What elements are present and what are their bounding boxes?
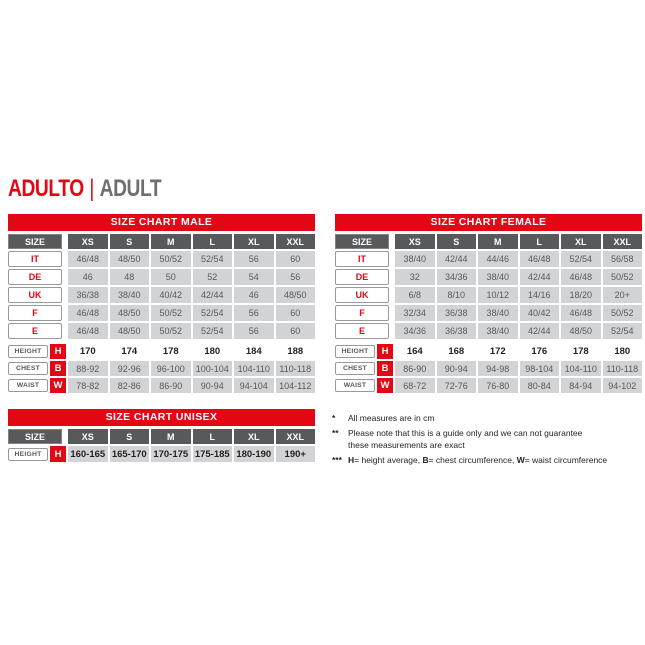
measure-value-cell: 86-90 <box>395 361 435 376</box>
size-value-cell: 52/54 <box>193 323 233 339</box>
size-value-cell: 14/16 <box>520 287 560 303</box>
measure-label: WAIST <box>335 379 375 392</box>
measure-label: WAIST <box>8 379 48 392</box>
size-value-cell: 36/38 <box>68 287 108 303</box>
footnote-segment: H <box>348 454 355 465</box>
size-value-cell: 46/48 <box>68 305 108 321</box>
size-value-cell: 32 <box>395 269 435 285</box>
footnote-segment: W <box>516 454 525 465</box>
footnote-segment: = waist circumference <box>524 454 608 465</box>
column-header-cell: M <box>151 429 191 444</box>
size-value-cell: 34/36 <box>437 269 477 285</box>
size-value-cell: 48/50 <box>276 287 316 303</box>
measurement-row <box>8 361 315 376</box>
measure-value-cell: 84-94 <box>561 378 601 393</box>
measure-value-cell: 180 <box>193 344 233 359</box>
column-header-cell: XL <box>234 234 274 249</box>
size-value-cell: 42/44 <box>520 269 560 285</box>
measure-value-cell: 170-175 <box>151 446 191 462</box>
size-value-cell: 56 <box>234 305 274 321</box>
footnote-marker: * <box>332 413 336 423</box>
size-chart-female-table <box>335 214 642 395</box>
country-label: IT <box>335 251 389 267</box>
measurement-row <box>8 344 315 359</box>
size-value-cell: 50/52 <box>151 323 191 339</box>
measure-value-cell: 178 <box>561 344 601 359</box>
column-header-cell: S <box>110 429 150 444</box>
size-value-cell: 54 <box>234 269 274 285</box>
country-label: F <box>8 305 62 321</box>
size-value-cell: 6/8 <box>395 287 435 303</box>
footnote-segment: these measurements are exact <box>348 440 465 450</box>
measure-letter-badge: W <box>50 378 66 393</box>
size-value-cell: 36/38 <box>437 305 477 321</box>
size-value-cell: 46/48 <box>520 251 560 267</box>
size-value-cell: 52 <box>193 269 233 285</box>
footnote-text <box>348 454 645 467</box>
measure-value-cell: 178 <box>151 344 191 359</box>
measure-value-cell: 175-185 <box>193 446 233 462</box>
measure-value-cell: 90-94 <box>437 361 477 376</box>
measure-letter-badge: B <box>50 361 66 376</box>
footnote-line <box>348 412 645 425</box>
column-header-cell: XS <box>395 234 435 249</box>
measure-letter-badge: H <box>50 344 66 359</box>
measure-value-cell: 172 <box>478 344 518 359</box>
size-value-cell: 56 <box>234 251 274 267</box>
measurement-row <box>8 446 315 462</box>
size-chart-unisex-table <box>8 409 315 464</box>
page-title-secondary: ADULT <box>99 175 162 202</box>
measure-value-cell: 90-94 <box>193 378 233 393</box>
size-value-cell: 48 <box>110 269 150 285</box>
size-value-cell: 36/38 <box>437 323 477 339</box>
country-label: IT <box>8 251 62 267</box>
table-title-bar: SIZE CHART MALE <box>8 214 315 231</box>
size-column-headers <box>68 429 315 444</box>
size-column-headers <box>68 234 315 249</box>
size-value-cell: 46/48 <box>561 269 601 285</box>
measure-label-group <box>8 446 66 462</box>
measure-letter-badge: H <box>50 446 66 462</box>
size-value-cell: 20+ <box>603 287 643 303</box>
column-header-cell: XXL <box>276 429 316 444</box>
measure-label: CHEST <box>335 362 375 375</box>
measure-letter-badge: B <box>377 361 393 376</box>
footnote-segment: = chest circumference, <box>428 454 517 465</box>
country-size-row <box>335 269 642 285</box>
measure-value-cell: 78-82 <box>68 378 108 393</box>
footnote <box>332 454 645 467</box>
column-header-cell: XXL <box>276 234 316 249</box>
footnote-text <box>348 412 645 425</box>
size-value-cell: 56 <box>276 269 316 285</box>
measurement-row <box>335 378 642 393</box>
size-value-cell: 50/52 <box>151 305 191 321</box>
size-value-cell: 8/10 <box>437 287 477 303</box>
table-header-row <box>8 234 315 249</box>
size-value-cell: 50/52 <box>603 305 643 321</box>
size-value-cell: 46/48 <box>561 305 601 321</box>
measure-value-cell: 160-165 <box>68 446 108 462</box>
footnote-line <box>348 427 645 440</box>
footnote-segment: Please note that this is a guide only and we can not guarantee <box>348 427 583 438</box>
column-header-cell: XL <box>234 429 274 444</box>
measure-value-cell: 174 <box>110 344 150 359</box>
size-value-cell: 42/44 <box>520 323 560 339</box>
measurement-row <box>8 378 315 393</box>
footnote-text <box>348 427 645 452</box>
measure-value-cell: 104-110 <box>234 361 274 376</box>
measure-value-cell: 110-118 <box>276 361 316 376</box>
measure-value-cell: 72-76 <box>437 378 477 393</box>
size-value-cell: 60 <box>276 323 316 339</box>
measure-label-group <box>335 378 393 393</box>
measure-value-cell: 82-86 <box>110 378 150 393</box>
measure-value-cell: 188 <box>276 344 316 359</box>
measure-value-cell: 100-104 <box>193 361 233 376</box>
size-value-cell: 34/36 <box>395 323 435 339</box>
country-size-row <box>8 269 315 285</box>
size-value-cell: 52/54 <box>193 305 233 321</box>
column-header-cell: L <box>520 234 560 249</box>
measure-value-cell: 80-84 <box>520 378 560 393</box>
footnote-line <box>348 454 645 467</box>
size-value-cell: 10/12 <box>478 287 518 303</box>
country-size-row <box>335 287 642 303</box>
country-label: DE <box>8 269 62 285</box>
measure-label: HEIGHT <box>335 345 375 358</box>
country-label: DE <box>335 269 389 285</box>
size-header-cell: SIZE <box>335 234 389 249</box>
column-header-cell: S <box>110 234 150 249</box>
measure-value-cell: 180-190 <box>234 446 274 462</box>
size-value-cell: 44/46 <box>478 251 518 267</box>
size-value-cell: 50/52 <box>151 251 191 267</box>
footnote-line <box>348 439 645 452</box>
country-size-row <box>8 287 315 303</box>
column-header-cell: M <box>478 234 518 249</box>
country-size-row <box>8 305 315 321</box>
size-value-cell: 52/54 <box>603 323 643 339</box>
measure-value-cell: 164 <box>395 344 435 359</box>
footnote-marker: ** <box>332 427 339 438</box>
size-value-cell: 48/50 <box>110 305 150 321</box>
size-value-cell: 60 <box>276 251 316 267</box>
size-value-cell: 52/54 <box>561 251 601 267</box>
page-title-primary: ADULTO <box>8 175 84 202</box>
measure-value-cell: 165-170 <box>110 446 150 462</box>
size-value-cell: 50/52 <box>603 269 643 285</box>
column-header-cell: L <box>193 429 233 444</box>
measure-value-cell: 104-112 <box>276 378 316 393</box>
measure-label-group <box>335 344 393 359</box>
column-header-cell: L <box>193 234 233 249</box>
size-value-cell: 38/40 <box>395 251 435 267</box>
country-label: E <box>8 323 62 339</box>
measure-value-cell: 170 <box>68 344 108 359</box>
country-label: E <box>335 323 389 339</box>
size-value-cell: 46 <box>68 269 108 285</box>
size-value-cell: 38/40 <box>110 287 150 303</box>
table-title-bar: SIZE CHART UNISEX <box>8 409 315 426</box>
size-value-cell: 42/44 <box>437 251 477 267</box>
size-value-cell: 40/42 <box>520 305 560 321</box>
footnote-segment: B <box>422 454 429 465</box>
footnote-segment: = height average, <box>354 454 423 465</box>
size-value-cell: 46/48 <box>68 323 108 339</box>
size-value-cell: 38/40 <box>478 305 518 321</box>
measure-value-cell: 92-96 <box>110 361 150 376</box>
measure-value-cell: 96-100 <box>151 361 191 376</box>
measure-letter-badge: H <box>377 344 393 359</box>
column-header-cell: S <box>437 234 477 249</box>
footnote-segment: All measures are in cm <box>348 413 435 423</box>
size-value-cell: 56 <box>234 323 274 339</box>
footnote-marker: *** <box>332 454 342 465</box>
country-label: F <box>335 305 389 321</box>
measure-value-cell: 94-104 <box>234 378 274 393</box>
measure-label-group <box>8 344 66 359</box>
size-value-cell: 40/42 <box>151 287 191 303</box>
column-header-cell: M <box>151 234 191 249</box>
measure-label: CHEST <box>8 362 48 375</box>
size-value-cell: 56/58 <box>603 251 643 267</box>
measure-value-cell: 94-102 <box>603 378 643 393</box>
measure-label: HEIGHT <box>8 345 48 358</box>
size-value-cell: 18/20 <box>561 287 601 303</box>
size-chart-male-table <box>8 214 315 395</box>
size-value-cell: 50 <box>151 269 191 285</box>
measure-value-cell: 68-72 <box>395 378 435 393</box>
measure-value-cell: 168 <box>437 344 477 359</box>
country-label: UK <box>8 287 62 303</box>
measure-label-group <box>335 361 393 376</box>
column-header-cell: XS <box>68 429 108 444</box>
country-label: UK <box>335 287 389 303</box>
size-value-cell: 46 <box>234 287 274 303</box>
measurement-row <box>335 344 642 359</box>
measure-value-cell: 98-104 <box>520 361 560 376</box>
measure-value-cell: 88-92 <box>68 361 108 376</box>
size-value-cell: 38/40 <box>478 323 518 339</box>
footnote <box>332 427 645 452</box>
table-header-row <box>8 429 315 444</box>
measure-value-cell: 180 <box>603 344 643 359</box>
size-value-cell: 32/34 <box>395 305 435 321</box>
size-header-cell: SIZE <box>8 234 62 249</box>
country-size-row <box>8 251 315 267</box>
size-value-cell: 38/40 <box>478 269 518 285</box>
page-title <box>8 175 161 203</box>
table-header-row <box>335 234 642 249</box>
country-size-row <box>335 305 642 321</box>
measure-label-group <box>8 361 66 376</box>
measure-letter-badge: W <box>377 378 393 393</box>
size-value-cell: 60 <box>276 305 316 321</box>
footnotes <box>332 412 645 468</box>
measure-label: HEIGHT <box>8 448 48 461</box>
size-column-headers <box>395 234 642 249</box>
footnote <box>332 412 645 425</box>
size-value-cell: 48/50 <box>110 251 150 267</box>
measurement-row <box>335 361 642 376</box>
measure-value-cell: 190+ <box>276 446 316 462</box>
size-value-cell: 46/48 <box>68 251 108 267</box>
measure-value-cell: 184 <box>234 344 274 359</box>
country-size-row <box>335 251 642 267</box>
country-size-row <box>335 323 642 339</box>
measure-label-group <box>8 378 66 393</box>
page-title-separator: | <box>89 175 95 202</box>
measure-value-cell: 176 <box>520 344 560 359</box>
country-size-row <box>8 323 315 339</box>
column-header-cell: XL <box>561 234 601 249</box>
size-value-cell: 42/44 <box>193 287 233 303</box>
size-value-cell: 48/50 <box>110 323 150 339</box>
size-value-cell: 48/50 <box>561 323 601 339</box>
column-header-cell: XXL <box>603 234 643 249</box>
measure-value-cell: 104-110 <box>561 361 601 376</box>
measure-value-cell: 86-90 <box>151 378 191 393</box>
table-title-bar: SIZE CHART FEMALE <box>335 214 642 231</box>
measure-value-cell: 110-118 <box>603 361 643 376</box>
column-header-cell: XS <box>68 234 108 249</box>
measure-value-cell: 94-98 <box>478 361 518 376</box>
size-value-cell: 52/54 <box>193 251 233 267</box>
measure-value-cell: 76-80 <box>478 378 518 393</box>
size-header-cell: SIZE <box>8 429 62 444</box>
